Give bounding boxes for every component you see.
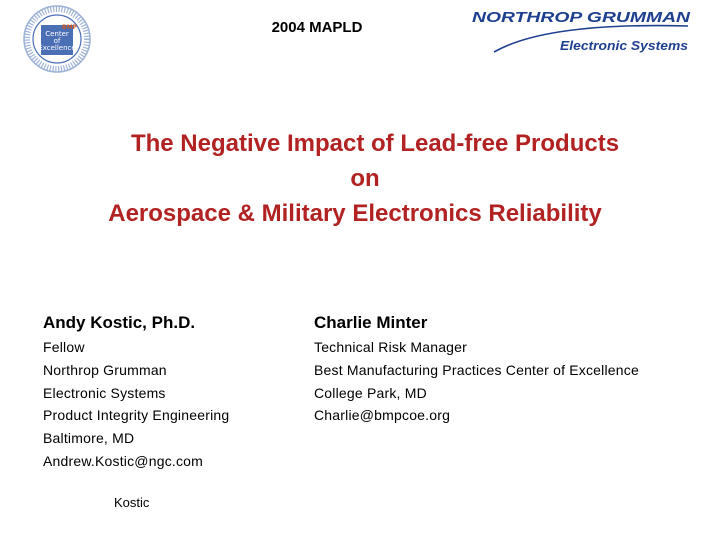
author-1-company: Northrop Grumman — [43, 361, 167, 378]
footer-presenter-name: Kostic — [114, 495, 150, 510]
company-division: Electronic Systems — [560, 38, 688, 53]
bmp-logo-line-2: of — [53, 37, 61, 45]
author-1-department: Product Integrity Engineering — [43, 407, 230, 424]
company-name: NORTHROP GRUMMAN — [472, 9, 692, 26]
author-2-title: Technical Risk Manager — [314, 339, 468, 355]
presentation-title — [10, 126, 720, 231]
bmp-logo-line-1: Center — [45, 30, 69, 38]
title-line-3: Aerospace & Military Electronics Reliability — [108, 200, 602, 227]
title-line-2: on — [350, 165, 380, 192]
bmp-badge-text: BMP — [62, 24, 77, 31]
author-1-name: Andy Kostic, Ph.D. — [43, 313, 196, 332]
conference-name: 2004 MAPLD — [271, 19, 363, 36]
bmp-logo-line-3: Excellence — [38, 44, 76, 52]
author-2-organization: Best Manufacturing Practices Center of Excellence — [314, 361, 639, 378]
author-1-location: Baltimore, MD — [43, 430, 135, 447]
author-2-name: Charlie Minter — [314, 313, 428, 332]
author-2-details — [314, 336, 639, 427]
bmp-center-of-excellence-logo — [22, 4, 92, 74]
author-2-location: College Park, MD — [314, 384, 427, 401]
author-1-title: Fellow — [43, 339, 85, 355]
northrop-grumman-logo — [466, 6, 696, 58]
author-1-email: Andrew.Kostic@ngc.com — [43, 452, 204, 469]
author-1-division: Electronic Systems — [43, 384, 166, 401]
author-2-email: Charlie@bmpcoe.org — [314, 407, 451, 424]
author-1-details — [43, 336, 229, 473]
title-line-1: The Negative Impact of Lead-free Products — [130, 130, 620, 157]
